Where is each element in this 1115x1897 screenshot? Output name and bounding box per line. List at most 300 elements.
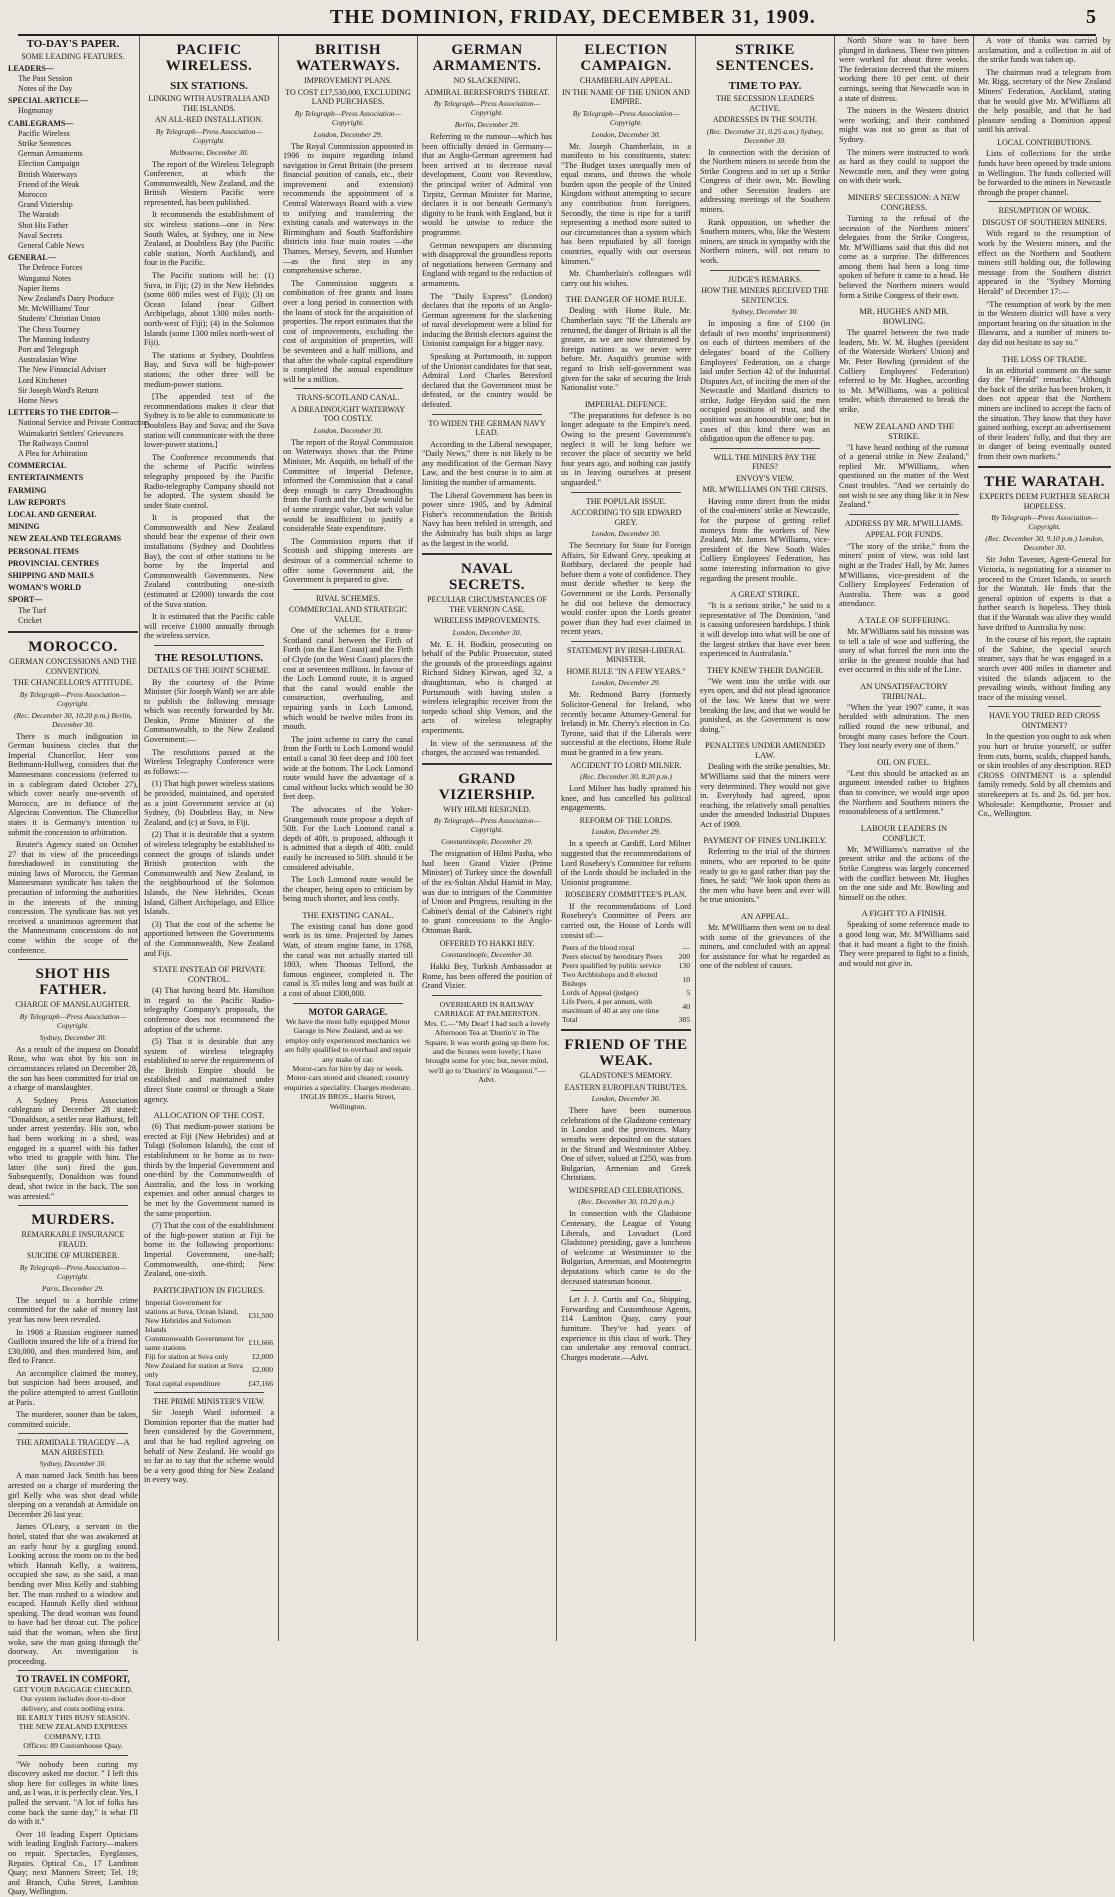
- allocation-body: [144, 1122, 274, 1279]
- oil-fuel-subhead: OIL ON FUEL.: [877, 756, 931, 767]
- rival-schemes-headline: RIVAL SCHEMES.: [315, 593, 380, 603]
- election-body: [561, 142, 691, 289]
- paragraph: (6) That medium-power stations be erected at Fiji (New Hebrides) and at Tulagi (Solomon Islands), the cost of establishment to be borne as to two-thirds by the Imperial Government and one-third by the Commonwealth of Australia, and the loss in working expenses and other annual charges to be met by the Government named in the same proportion.: [144, 1122, 274, 1218]
- divider: [571, 641, 681, 642]
- column-7: [834, 36, 973, 1641]
- paragraph: The Pacific stations will be: (1) Suva, in Fiji; (2) in the New Hebrides (some 600 miles west of Fiji); (3) on Ocean Island (near Gilbert Archipelago, about 1300 miles north-north-west of Fiji); (4) in the Solomon Islands (some 1300 miles north-west of Fiji).: [144, 271, 274, 348]
- travel-ad-body: [8, 1685, 138, 1751]
- divider: [293, 1003, 403, 1004]
- table-cell: —: [682, 943, 690, 953]
- table-cell: 10: [682, 974, 690, 984]
- table-row: [561, 961, 691, 970]
- address-body: [839, 542, 969, 609]
- home-rule-body: [561, 306, 691, 392]
- paragraph: In connection with the Gladstone Centenary, the League of Young Liberals, and Lovaduct (Lord Gladstone) presiding, gave a luncheon of welcome at Westminster to the Bulgarian, Armenian, and Montenegrin deputations which came to do the deceased statesman honour.: [561, 1209, 691, 1286]
- armaments-subhead-2: ADMIRAL BERESFORD'S THREAT.: [424, 87, 550, 97]
- waratah-byline: By Telegraph—Press Association—Copyright.: [991, 513, 1098, 532]
- murders-headline: MURDERS.: [31, 1212, 115, 1229]
- paragraph: Sir Joseph Ward informed a Dominion reporter that the matter had been considered by the Government, and that he had replied agreeing on behalf of New Zealand. He would go so far as to say that the scheme would be a very good thing for New Zealand in every way.: [144, 1408, 274, 1485]
- armaments-byline: By Telegraph—Press Association—Copyright.: [433, 99, 541, 117]
- address-subhead: APPEAL FOR FUNDS.: [865, 530, 943, 540]
- table-cell: £2,000: [252, 1365, 273, 1375]
- paragraph: Referring to the rumour—which has been officially denied in Germany—that an Anglo-German agreement had been arrived at to decrease naval development, Count von Reventlow, the principal writer of Admiral von Tirpitz, German Minister for Marine, declares it is not beneath Germany's dignity to be frank with England, but it would be unwise to reduce the programme.: [422, 132, 552, 237]
- paragraph: INGLIS BROS., Harris Street, Wellington.: [300, 1092, 396, 1111]
- rosebery-table: [561, 943, 691, 1024]
- column-2: [139, 36, 278, 1641]
- index-item: Morocco: [18, 189, 47, 199]
- armaments-body-2: [422, 292, 552, 410]
- paragraph: The quarrel between the two trade leaders, Mr. W. M. Hughes (president of the Waterside Workers' Union) and Mr. Peter Bowling (president of the Colliery Employees' Federation) referred to by Mr. Hughes, according to Mr. M'Williams, was a political tender, which threatened to break the strike.: [839, 328, 969, 414]
- wireless-subhead: SIX STATIONS.: [170, 80, 248, 92]
- thanks-body: [978, 36, 1111, 135]
- resumption-headline: RESUMPTION OF WORK.: [998, 206, 1091, 216]
- great-strike-body: [700, 601, 830, 659]
- local-contributions-headline: LOCAL CONTRIBUTIONS.: [997, 137, 1092, 147]
- paragraph: Sir John Tavener, Agent-General for Victoria, is negotiating for a steamer to proceed to the Crozet Islands, to search for the Waratah. He finds that the general opinion of experts is that a further search is hopeless. They think that if the Waratah was alive they would have drifted to Australia by now.: [978, 555, 1111, 632]
- appeal-body: [700, 923, 830, 971]
- paragraph: An accomplice claimed the money, but suspicion had been aroused, and the police attempted to arrest Guillotin at Paris.: [8, 1368, 138, 1407]
- index-category: SHIPPING AND MAILS: [8, 571, 94, 581]
- nz-strike-subhead: NEW ZEALAND AND THE STRIKE.: [853, 420, 955, 441]
- trans-scotland-body: [283, 438, 413, 585]
- table-cell: Imperial Government for stations at Suva, Ocean Island, New Hebrides and Solomon Islands: [145, 1297, 239, 1334]
- paragraph: The resolutions passed at the Wireless Telegraphy Conference were as follows:—: [144, 747, 274, 776]
- column-5: [556, 36, 695, 1641]
- index-category: LEADERS—: [8, 63, 54, 73]
- divider: [422, 553, 552, 555]
- strike-date: (Rec. December 31, 0.25 a.m.) Sydney, December 30.: [706, 126, 824, 145]
- table-cell: Commonwealth Government for same stations: [145, 1333, 245, 1352]
- election-byline: By Telegraph—Press Association—Copyright.: [572, 108, 680, 127]
- paragraph: A man named Jack Smith has been arrested on a charge of murdering the girl Kelly who was shot dead while sleeping on a verandah at Armidale on December 26 last year.: [8, 1471, 138, 1519]
- paragraph: The Liberal Government has been in power since 1905, and by Admiral Fisher's recommendation the British Navy has been trebled in strength, and the Admiralty has built ships as large as the largest in the world.: [422, 490, 552, 548]
- paragraph: [The appended text of the recommendations makes it clear that Sydney is to be able to communicate to Doubtless Bay and Suva; and the Suva station will communicate with the three lower-power stations.]: [144, 392, 274, 450]
- paragraph: GET YOUR BAGGAGE CHECKED.: [13, 1684, 133, 1694]
- irish-liberal-headline: STATEMENT BY IRISH-LIBERAL MINISTER.: [566, 645, 686, 665]
- election-headline: ELECTION CAMPAIGN.: [580, 42, 672, 74]
- trans-scotland-subhead: A DREADNOUGHT WATERWAY TOO COSTLY.: [290, 404, 406, 424]
- appeal-subhead: AN APPEAL.: [740, 911, 790, 922]
- friend-subhead: GLADSTONE'S MEMORY.: [579, 1071, 673, 1081]
- waterways-headline: BRITISH WATERWAYS.: [295, 42, 401, 74]
- strike-headline: STRIKE SENTENCES.: [716, 42, 814, 74]
- waterways-byline: By Telegraph—Press Association—Copyright.: [294, 108, 402, 127]
- paragraph: The stations at Sydney, Doubtless Bay, and Suva will be high-power stations; the other three will be medium-power stations.: [144, 350, 274, 389]
- irish-liberal-subhead: HOME RULE "IN A FEW YEARS.": [566, 666, 686, 676]
- address-headline: ADDRESS BY MR. M'WILLIAMS.: [844, 518, 964, 528]
- divider: [18, 959, 128, 960]
- table-cell: £2,000: [252, 1351, 273, 1361]
- table-row: [144, 1334, 274, 1352]
- great-strike-subhead: A GREAT STRIKE.: [730, 589, 800, 600]
- divider: [18, 1433, 128, 1434]
- navy-lead-headline: TO WIDEN THE GERMAN NAVY LEAD.: [428, 418, 546, 438]
- murders-byline: By Telegraph—Press Association—Copyright.: [19, 1262, 127, 1281]
- paragraph: Dealing with the strike penalties, Mr. M'Williams said that the miners were very determined. They would not give in. Everybody had agreed, upon reaching, the relatively small penalties under the amended Industrial Disputes Act of 1909.: [700, 762, 830, 829]
- paragraph: We have the most fully equipped Motor Garage in New Zealand, and as we employ only experienced mechanics we are fully qualified to overhaul and repair any make of car.: [284, 1017, 412, 1064]
- trans-scotland-date: London, December 30.: [313, 425, 383, 435]
- index-item: General Cable News: [18, 240, 85, 250]
- paragraph: Lists of collections for the strike funds have been opened by trade unions in Wellington. The funds collected will be forwarded to the miners in Newcastle through the proper channel.: [978, 149, 1111, 197]
- wireless-subhead-2: LINKING WITH AUSTRALIA AND THE ISLANDS.: [148, 94, 270, 113]
- nz-strike-body: [839, 443, 969, 510]
- hughes-bowling-subhead: MR. HUGHES AND MR. BOWLING.: [859, 306, 949, 327]
- paragraph: In 1908 a Russian engineer named Guillotin insured the life of a friend for £30,000, and then murdered him, and fled to France.: [8, 1327, 138, 1366]
- paragraph: (1) That high power wireless stations be provided, maintained, and operated as a joint Government service at (a) Sydney, (b) Doubtless Bay, in New Zealand, and (c) at Suva, in Fiji.: [144, 779, 274, 827]
- election-subhead-2: IN THE NAME OF THE UNION AND EMPIRE.: [562, 87, 690, 106]
- table-cell: £47,166: [248, 1378, 273, 1388]
- table-cell: Total capital expenditure: [145, 1378, 221, 1388]
- naval-secrets-date: London, December 30.: [452, 627, 522, 637]
- masthead-title: THE DOMINION, FRIDAY, DECEMBER 31, 1909.: [330, 6, 816, 28]
- paragraph: In an editorial comment on the same day the "Herald" remarks: "Although the back of the strike has been broken, it does not appear that the Northern miners are inclined to accept the facts of the situation. They know that they have gained nothing, except an advertisement of their leaders' folly, and that they are in danger of being eventually ousted from their own markets.": [978, 365, 1111, 461]
- table-cell: 385: [678, 1015, 690, 1025]
- paragraph: With regard to the resumption of work by the Western miners, and the effect on the Northern and Southern miners still holding out, the following message from the Southern district appeared in the "Sydney Morning Herald" of December 17:—: [978, 229, 1111, 296]
- morocco-headline: MOROCCO.: [28, 639, 118, 656]
- paragraph: Reuter's Agency stated on October 27 that in view of the proceedings foreshadowed in constituting the mining laws of Morocco, the German Mannesmann syndicate has taken the precaution of informing the authorities in the interests of the mining concession. The syndicate has not yet received a unanimous agreement that the Mannesmann concessions do not come within the scope of the conference.: [8, 840, 138, 955]
- divider: [154, 645, 264, 646]
- paragraph: The advocates of the Yoker-Grangemouth route propose a depth of 50ft. For the Loch Lomond canal a depth of 40ft. is proposed, although it is admitted that a depth of 40ft. could easily be increased to 50ft. should it be considered advisable.: [283, 804, 413, 872]
- table-cell: 40: [682, 1001, 690, 1011]
- lords-reform-headline: REFORM OF THE LORDS.: [579, 815, 673, 825]
- index-item: Hogmanay: [18, 106, 54, 116]
- paragraph: By the courtesy of the Prime Minister (Sir Joseph Ward) we are able to publish the following message which was recently forwarded by Mr. Deakin, Prime Minister of the Commonwealth, to the New Zealand Government:—: [144, 677, 274, 745]
- knew-danger-body: [700, 677, 830, 735]
- paragraph: "We went into the strike with our eyes open, and did not plead ignorance of the law. We knew that we were breaking the law, and that we would be punished, as the Government is now doing.": [700, 676, 830, 734]
- column-divider: [8, 631, 138, 633]
- armaments-subhead: NO SLACKENING.: [453, 76, 521, 85]
- naval-secrets-subhead: PECULIAR CIRCUMSTANCES OF THE VERNON CASE.: [427, 595, 547, 614]
- oil-fuel-body: [839, 769, 969, 817]
- paragraph: Dealing with Home Rule, Mr. Chamberlain says: "If the Liberals are returned, the danger of Britain is all the greater, as we are now threatened by foreign nations as we never were before. Mr. Asquith's promise with regard to Irish self-government was given for the sake of securing the Irish Nationalist vote.": [561, 306, 691, 393]
- armidale-body: [8, 1471, 138, 1666]
- divider: [710, 270, 820, 271]
- table-cell: New Zealand for station at Suva only: [145, 1360, 244, 1379]
- milner-headline: ACCIDENT TO LORD MILNER.: [570, 760, 682, 770]
- paragraph: (4) That having heard Mr. Hamilton in regard to the Pacific Radio-telegraphy Company's proposals, the conference does not recommend the adoption of the scheme.: [144, 986, 274, 1034]
- table-row: [144, 1379, 274, 1388]
- index-category: NEW ZEALAND TELEGRAMS: [8, 534, 122, 544]
- index-item: Wanganui Notes: [18, 273, 71, 283]
- labour-leaders-body: [839, 845, 969, 903]
- vizier-body: [422, 849, 552, 935]
- waterways-date: London, December 29.: [313, 129, 383, 139]
- index-category: LAW REPORTS: [8, 497, 66, 507]
- index-item: German Armaments: [18, 149, 83, 159]
- shot-date: Sydney, December 30.: [39, 1032, 107, 1042]
- murders-date: Paris, December 29.: [41, 1283, 105, 1293]
- index-item: Lord Kitchener: [18, 375, 68, 385]
- knew-danger-subhead: THEY KNEW THEIR DANGER.: [706, 664, 824, 675]
- paragraph: German newspapers are discussing with disapproval the groundless reports of negotiations between Germany and England with regard to the reduction of armaments.: [422, 240, 552, 288]
- table-cell: Peers of the blood royal: [562, 943, 635, 953]
- column-4: [417, 36, 556, 1641]
- resumption-body: [978, 229, 1111, 347]
- table-cell: Two Archbishops and 8 elected Bishops: [562, 970, 658, 989]
- paragraph: "When the 'year 1907' came, it was heralded with admiration. The men rallied round the new tribunal, and brought many cases before the Court. They lost nearly every one of them.": [839, 702, 969, 751]
- waterways-subhead-2: TO COST £17,530,000, EXCLUDING LAND PURCHASES.: [285, 87, 411, 106]
- wireless-subhead-3: AN ALL-RED INSTALLATION.: [154, 115, 263, 124]
- judge-subhead: HOW THE MINERS RECEIVED THE SENTENCES.: [701, 286, 829, 305]
- imperial-defence-body: [561, 411, 691, 488]
- navy-lead-body: [422, 440, 552, 549]
- payment-subhead: PAYMENT OF FINES UNLIKELY.: [703, 835, 827, 846]
- index-item: Waimakariri Settlers' Grievances: [18, 428, 124, 438]
- table-cell: Peers qualified by public service: [562, 961, 662, 971]
- index-item: British Waterways: [18, 169, 77, 179]
- paragraph: The Secretary for State for Foreign Affairs, Sir Edward Grey, speaking at Rothbury, declared the people had before them a vote of confidence. They must decide whether to keep the Government or the Lords. Personally he did not believe the democracy would confer upon the Lords greater power than they had ever claimed in recent years.: [561, 541, 691, 637]
- penalties-body: [700, 762, 830, 829]
- election-date: London, December 30.: [591, 129, 661, 139]
- paragraph: One of the schemes for a trans-Scotland canal between the Firth of Forth (on the East Coast) and the Firth of Clyde (on the West Coast) places the cost at seventeen millions. In favour of the Loch Lomond route, it is argued that the canal would enable the construction, overhauling, and repairing yards in Loch Lomond, which would be twelve miles from its mouth.: [283, 626, 413, 732]
- popular-issue-subhead: ACCORDING TO SIR EDWARD GREY.: [570, 508, 682, 527]
- paragraph: "Lest this should be attacked as an argument intended rather to frighten than to convince, we would urge upon the Northern and Southern miners the reasonableness of a settlement.": [839, 768, 969, 817]
- column-8: [973, 36, 1115, 1641]
- optician-advertisement: [8, 1760, 138, 1897]
- paragraph: The chairman read a telegram from Mr. Rigg, secretary of the New Zealand Miners' Federation, Auckland, stating that he would give Mr. M'Williams all the help possible, and that he had pleasure sending a Dominion appeal until his arrival.: [978, 67, 1111, 135]
- judge-body: [700, 319, 830, 444]
- index-item: The Waratah: [18, 210, 59, 220]
- waratah-headline: THE WARATAH.: [983, 474, 1106, 491]
- divider: [710, 448, 820, 449]
- paragraph: Mr. E. H. Bodkin, prosecuting on behalf of the Public Prosecutor, stated the grounds of the proceedings against Richard Sidney Kirwan, aged 32, a draughtsman, who is charged at Portsmouth with having stolen a wireless telegraphic receiver from the torpedo school ship Vernon, and the acts of wireless telegraphy experiments.: [422, 639, 552, 735]
- paragraph: It is estimated that the Pacific cable will receive £1000 annually through the wireless service.: [144, 612, 274, 641]
- paragraph: Offices: 89 Customhouse Quay.: [23, 1741, 123, 1751]
- paragraph: The Conference recommends that the scheme of Pacific wireless telegraphy proposed by the Pacific Radio-telegraphy Company should not be adopted. The system should be under State control.: [144, 452, 274, 510]
- paragraph: Mr. M'Williams then went on to deal with some of the grievances of the miners, and concluded with an appeal for assistance for what he regarded as one of the noblest of causes.: [700, 923, 830, 971]
- table-cell: Fiji for station at Suva only: [145, 1351, 229, 1361]
- envoy-body: [700, 497, 830, 583]
- shot-byline: By Telegraph—Press Association—Copyright.: [19, 1011, 127, 1030]
- index-item: Students' Christian Union: [18, 314, 101, 324]
- tribunal-subhead: AN UNSATISFACTORY TRIBUNAL.: [860, 680, 948, 701]
- index-item: Napier Items: [18, 283, 60, 293]
- vizier-date: Constantinople, December 29.: [441, 837, 533, 847]
- index-item: The Railways Control: [18, 438, 89, 448]
- paragraph: In the question you ought to ask when you hurt or bruise yourself, or suffer from cuts, burns, scalds, chapped hands, or skin troubles of any description. RED CROSS OINTMENT is a splendid family remedy. Sold by all chemists and storekeepers at 1s. and 2s. 6d. per box. Wholesale: Kempthorne, Prosser and Co., Wellington.: [978, 732, 1111, 819]
- index-item: The Chess Tourney: [18, 324, 80, 334]
- popular-issue-body: [561, 541, 691, 637]
- waratah-subhead: EXPERTS DEEM FURTHER SEARCH HOPELESS.: [979, 492, 1110, 511]
- index-item: The Turf: [18, 605, 47, 615]
- divider: [988, 201, 1101, 202]
- paragraph: In the course of his report, the captain of the Sabine, the special search steamer, says that he was engaged in a search over 400 miles in diameter and visited the islands adjacent to the prevailing winds, without finding any trace of the missing vessel.: [978, 635, 1111, 702]
- paragraph: The report of the Wireless Telegraph Conference, at which the Commonwealth, New Zealand, and the British Western Pacific were represented, has been published.: [144, 159, 274, 207]
- paragraph: In view of the seriousness of the charges, the accused was remanded.: [422, 738, 552, 758]
- armidale-headline: THE ARMIDALE TRAGEDY—A MAN ARRESTED.: [16, 1438, 130, 1457]
- armaments-body: [422, 132, 552, 289]
- envoy-headline: ENVOY'S VIEW.: [736, 473, 794, 483]
- vizier-byline: By Telegraph—Press Association—Copyright.: [433, 816, 541, 835]
- paragraph: (7) That the cost of the establishment of the high-power station at Fiji be borne in the following proportions: Imperial Government, one-half; Commonwealth, one-third; New Zealand, one-sixth.: [144, 1221, 274, 1279]
- index-category: ENTERTAINMENTS: [8, 473, 84, 483]
- imperial-defence-subhead: IMPERIAL DEFENCE.: [584, 398, 668, 409]
- paragraph: A vote of thanks was carried by acclamation, and a collection in aid of the strike funds was taken up.: [978, 36, 1111, 65]
- table-cell: 130: [678, 961, 690, 971]
- index-item: Shot His Father: [18, 220, 69, 230]
- irish-liberal-date: London, December 29.: [591, 678, 661, 688]
- envoy-subhead: MR. M'WILLIAMS ON THE CRISIS.: [702, 485, 828, 495]
- popular-issue-headline: THE POPULAR ISSUE.: [585, 496, 667, 506]
- waterways-subhead: IMPROVEMENT PLANS.: [304, 76, 392, 85]
- morocco-date: (Rec. December 30, 10.20 p.m.) Berlin, December 30.: [13, 710, 133, 729]
- index-item: Naval Secrets: [18, 230, 63, 240]
- pm-view-headline: THE PRIME MINISTER'S VIEW.: [153, 1396, 265, 1406]
- celebrations-body: [561, 1209, 691, 1286]
- judge-date: Sydney, December 30.: [731, 307, 799, 317]
- celebrations-date: (Rec. December 30, 10.20 p.m.): [578, 1197, 674, 1207]
- irish-liberal-body: [561, 690, 691, 757]
- ointment-ad-body: [978, 732, 1111, 818]
- tribunal-body: [839, 703, 969, 751]
- travel-ad-headline: TO TRAVEL IN COMFORT,: [16, 1674, 130, 1685]
- friend-headline: FRIEND OF THE WEAK.: [564, 1037, 688, 1070]
- labour-leaders-subhead: LABOUR LEADERS IN CONFLICT.: [860, 822, 948, 843]
- friend-subhead-2: EASTERN EUROPEAN TRIBUTES.: [564, 1082, 688, 1092]
- divider: [988, 706, 1101, 707]
- index-category: PROVINCIAL CENTRES: [8, 558, 99, 568]
- paragraph: Lord Milner has badly sprained his knee, and has cancelled his political engagements.: [561, 784, 691, 813]
- index-item: Mr. McWilliams' Tour: [18, 304, 90, 314]
- paragraph: Over 10 leading Expert Opticians with leading English Factory—makers on repair. Spectacles, Eyeglasses, Repairs. Optical Co., 17 Lambton Quay; next Manners Street; Tel. 19; and Branch, Cuba Street, Lambton Quay, Wellington.: [8, 1829, 138, 1897]
- paragraph: James O'Leary, a servant in the hotel, stated that she was awakened at an early hour by a gurgling sound. Looking across the room on to the bed which Hannah Kelly, a waitress, occupied she saw, as she said, a man bending over Miss Kelly and stabbing her. The man rushed to a window and escaped. Hannah Kelly died without speaking. The dead woman was found to have had her throat cut. The police said that the woman, when she first woke, saw the man going through the doorway. An investigation is proceeding.: [8, 1522, 138, 1666]
- strike-subhead: TIME TO PAY.: [728, 80, 802, 92]
- table-row: [561, 988, 691, 997]
- paragraph: Turning to the refusal of the secession of the Northern miners' delegates from the Strike Congress, Mr. M'Williams said that this did not come as a surprise. The differences among them had been a long time spoken of before it came to a head. He believed the Northern miners would form a Strike Congress of their own.: [839, 213, 969, 300]
- secession-body: [839, 214, 969, 300]
- index-item: Grand Viziership: [18, 200, 73, 210]
- index-category: FARMING: [8, 485, 47, 495]
- removal-advertisement: Let J. J. Curtis and Co., Shipping, Forwarding and Customhouse Agents, 114 Lambton Quay, carry your furniture. They've had years of experience in this class of work. They can undertake any removal contract. Charges moderate.—Advt.: [561, 1295, 691, 1362]
- morocco-subhead-2: THE CHANCELLOR'S ATTITUDE.: [13, 678, 133, 688]
- naval-secrets-subhead-2: WIRELESS IMPROVEMENTS.: [433, 616, 541, 626]
- paragraph: THE NEW ZEALAND EXPRESS COMPANY, LTD.: [18, 1722, 128, 1741]
- index-category: CABLEGRAMS—: [8, 118, 74, 128]
- paragraph: The "Daily Express" (London) declares that the reports of an Anglo-German agreement for the slackening of naval development were a blind for inducing the British electors against the Unionist campaign for a bigger navy.: [422, 291, 552, 349]
- morocco-byline: By Telegraph—Press Association—Copyright.: [19, 689, 127, 708]
- waratah-date: (Rec. December 30, 9.10 p.m.) London, December 30.: [985, 534, 1104, 553]
- divider: [18, 1755, 128, 1756]
- paragraph: As a result of the inquest on Donald Rose, who was shot by his son in circumstances related on December 28, the son has been committed for trial on a charge of manslaughter.: [8, 1044, 138, 1093]
- rosebery-headline: ROSEBERY COMMITTEE'S PLAN.: [565, 890, 687, 900]
- divider: [18, 1205, 128, 1206]
- paragraph: If the recommendations of Lord Rosebery's Committee of Peers are carried out, the House of Lords will consist of:—: [561, 901, 691, 940]
- naval-secrets-headline: NAVAL SECRETS.: [448, 561, 526, 594]
- index-category: WOMAN'S WORLD: [8, 583, 81, 593]
- resolutions-headline: THE RESOLUTIONS.: [154, 652, 264, 664]
- table-row: [144, 1361, 274, 1379]
- ointment-ad-headline: HAVE YOU TRIED RED CROSS OINTMENT?: [989, 711, 1100, 730]
- milner-body: [561, 784, 691, 813]
- motor-garage-advertisement: [283, 1008, 413, 1111]
- paragraph: The sequel to a horrible crime committed for the sake of money last year has now been revealed.: [8, 1295, 138, 1324]
- index-category: PERSONAL ITEMS: [8, 546, 79, 556]
- waterways-body: [283, 142, 413, 385]
- index-item: The Manning Industry: [18, 334, 90, 344]
- penalties-subhead: PENALTIES UNDER AMENDED LAW.: [704, 740, 826, 761]
- vizier-headline: GRAND VIZIERSHIP.: [438, 770, 536, 803]
- index-item: Friend of the Weak: [18, 179, 80, 189]
- index-category: COMMERCIAL: [8, 461, 67, 471]
- resumption-subhead: DISGUST OF SOUTHERN MINERS.: [982, 217, 1107, 227]
- divider: [849, 514, 959, 515]
- shot-subhead: CHARGE OF MANSLAUGHTER.: [15, 1000, 131, 1010]
- murders-subhead-2: SUICIDE OF MURDERER.: [26, 1251, 120, 1261]
- paragraph: Speaking of some reference made to a good long war, Mr. M'Williams said that it had meant a fight to the finish. They were prepared to fight to a finish, and would not give in.: [839, 920, 969, 968]
- lords-reform-body: [561, 839, 691, 887]
- divider: [978, 466, 1111, 468]
- home-rule-subhead: THE DANGER OF HOME RULE.: [565, 294, 687, 305]
- fines-headline: WILL THE MINERS PAY THE FINES?: [713, 452, 817, 472]
- naval-secrets-body: [422, 640, 552, 758]
- table-row: [144, 1352, 274, 1361]
- index-item: The Defence Forces: [18, 263, 83, 273]
- divider: [432, 414, 542, 415]
- suffering-body: [839, 627, 969, 675]
- index-item: National Service and Private Contractors: [18, 418, 150, 428]
- paragraph: Mr. M'Williams's narrative of the present strike and the actions of the Strike Congress was largely concerned with the conflict between Mr. Hughes on the one side and Mr. Bowling and himself on the other.: [839, 844, 969, 902]
- table-row: [561, 970, 691, 988]
- morocco-subhead: GERMAN CONCESSIONS AND THE CONVENTION.: [9, 657, 137, 676]
- paragraph: Having come direct from the midst of the coal-miners' strike at Newcastle, for the purpose of getting relief moneys from the workers of New Zealand, Mr. James M'Williams, vice-president of the New South Wales Colliery Employees' Federation, has some interesting information to give regarding the present trouble.: [700, 496, 830, 583]
- judge-headline: JUDGE'S REMARKS.: [728, 274, 802, 284]
- tea-advertisement: [422, 1000, 552, 1085]
- paragraph: It is proposed that the Commonwealth and New Zealand should bear the expense of their own installations (Sydney and Doubtless Bay), the cost of other stations to be borne by the Imperial and Commonwealth Governments. New Zealand contributing one-sixth (estimated at £2000) towards the cost of the Suva station.: [144, 513, 274, 609]
- column-1: [8, 36, 150, 1897]
- armidale-date: Sydney, December 30.: [39, 1459, 107, 1469]
- existing-canal-body: [283, 922, 413, 999]
- paragraph: A Sydney Press Association cablegram of December 28 stated: "Donaldson, a settler near Bathurst, fell under arrest yesterday. His son, who had been working in a shed, was engaged in a quarrel with his father who tried to grapple with him. The latter (the son) fired the gun. Subsequently, Donaldson was found dead, shot twice in the back. The son was arrested.": [8, 1095, 138, 1201]
- paragraph: Rank opposition, on whether the Southern miners, who, like the Western miners, are struck in sympathy with the Northern miners, will not return to work.: [700, 217, 830, 266]
- masthead: [0, 0, 1114, 34]
- travel-advertisement: [8, 1675, 138, 1750]
- morocco-body: [8, 732, 138, 956]
- index-category: MINING: [8, 522, 40, 532]
- paragraph: The miners were instructed to work as hard as they could to support the Newcastle men, and they were going on with their work.: [839, 147, 969, 186]
- paragraph: Hakki Bey, Turkish Ambassador at Rome, has been offered the position of Grand Vizier.: [422, 962, 552, 991]
- hakki-body: [422, 962, 552, 991]
- index-item: The Past Session: [18, 73, 73, 83]
- paragraph: There have been numerous celebrations of the Gladstone centenary in London and the provinces. Many wreaths were deposited on the statues in the Strand and Westminster Abbey. One of silver, valued at £250, was from Bulgarian, Armenian and Greek Christians.: [561, 1106, 691, 1183]
- index-title: TO-DAY'S PAPER.: [26, 38, 120, 50]
- paragraph: Our system includes door-to-door delivery, and costs nothing extra.: [20, 1694, 126, 1713]
- paragraph: "The resumption of work by the men in the Western district will have a very important bearing on the situation in the Illawarra, and a number of miners to-day did not hesitate to say so.": [978, 299, 1111, 347]
- column-3: [278, 36, 417, 1641]
- index-item: The New Financial Adviser: [18, 365, 107, 375]
- index-subtitle: SOME LEADING FEATURES.: [21, 52, 125, 61]
- paragraph: There is much indignation in German business circles that the Imperial Chancellor, Herr von Bethmann-Hollweg, considers that the Mannesmann concessions (referred to in a cablegram dated October 27), which cover nearly one-seventh of Morocco, are in defiance of the Algeciras Convention. The Chancellor states it is Germany's intention to submit the concession to arbitration.: [8, 731, 138, 837]
- paragraph: (3) That the cost of the scheme be apportioned between the Governments of the Commonwealth, New Zealand and Fiji.: [144, 919, 274, 958]
- trans-scotland-headline: TRANS-SCOTLAND CANAL.: [296, 393, 400, 403]
- paragraph: The resignation of Hilmi Pasha, who had been Grand Vizier (Prime Minister) of Turkey since the downfall of the ex-Sultan Abdul Hamid in May, was due to intrigues of the Committee of Union and Progress, resulting in the Cabinet's denial of the Cabinet's right to grant concessions to the Anglo-Ottoman Bank.: [422, 849, 552, 936]
- index-item: Strike Sentences: [18, 138, 72, 148]
- motor-garage-body: [283, 1017, 413, 1111]
- divider: [18, 1670, 128, 1671]
- paragraph: Referring to the trial of the thirteen miners, who are reported to be quite ready to go to gaol rather than pay the fines, he said: "We look upon them as the men who have been and ever will be true unionists.": [700, 847, 830, 905]
- paragraph: Speaking at Portsmouth, in support of the Unionist candidates for that seat, Admiral Lord Charles Beresford declared that the Government must be defeated, or the country would be defeated.: [422, 352, 552, 410]
- divider: [422, 763, 552, 765]
- index-item: Notes of the Day: [18, 83, 73, 93]
- paragraph: Mr. M'Williams said his mission was to tell a tale of woe and suffering, the story of what forced the men into the strike in the greatest trouble that had ever occurred in this side of the Line.: [839, 626, 969, 675]
- strike-subhead-3: ADDRESSES IN THE SOUTH.: [712, 115, 818, 124]
- resolutions-body: [144, 678, 274, 959]
- secession-subhead: MINERS' SECESSION: A NEW CONGRESS.: [847, 191, 961, 212]
- table-row: [561, 1015, 691, 1024]
- divider: [154, 1392, 264, 1393]
- paragraph: "I have heard nothing of the rumour of a general strike in New Zealand," replied Mr. M'Williams, when questioned on the matter of the West Coast troubles. "And we certainly do not wish to see any thing like it in New Zealand.": [839, 442, 969, 510]
- popular-issue-date: London, December 30.: [591, 529, 661, 538]
- table-cell: Peers elected by hereditary Peers: [562, 952, 663, 962]
